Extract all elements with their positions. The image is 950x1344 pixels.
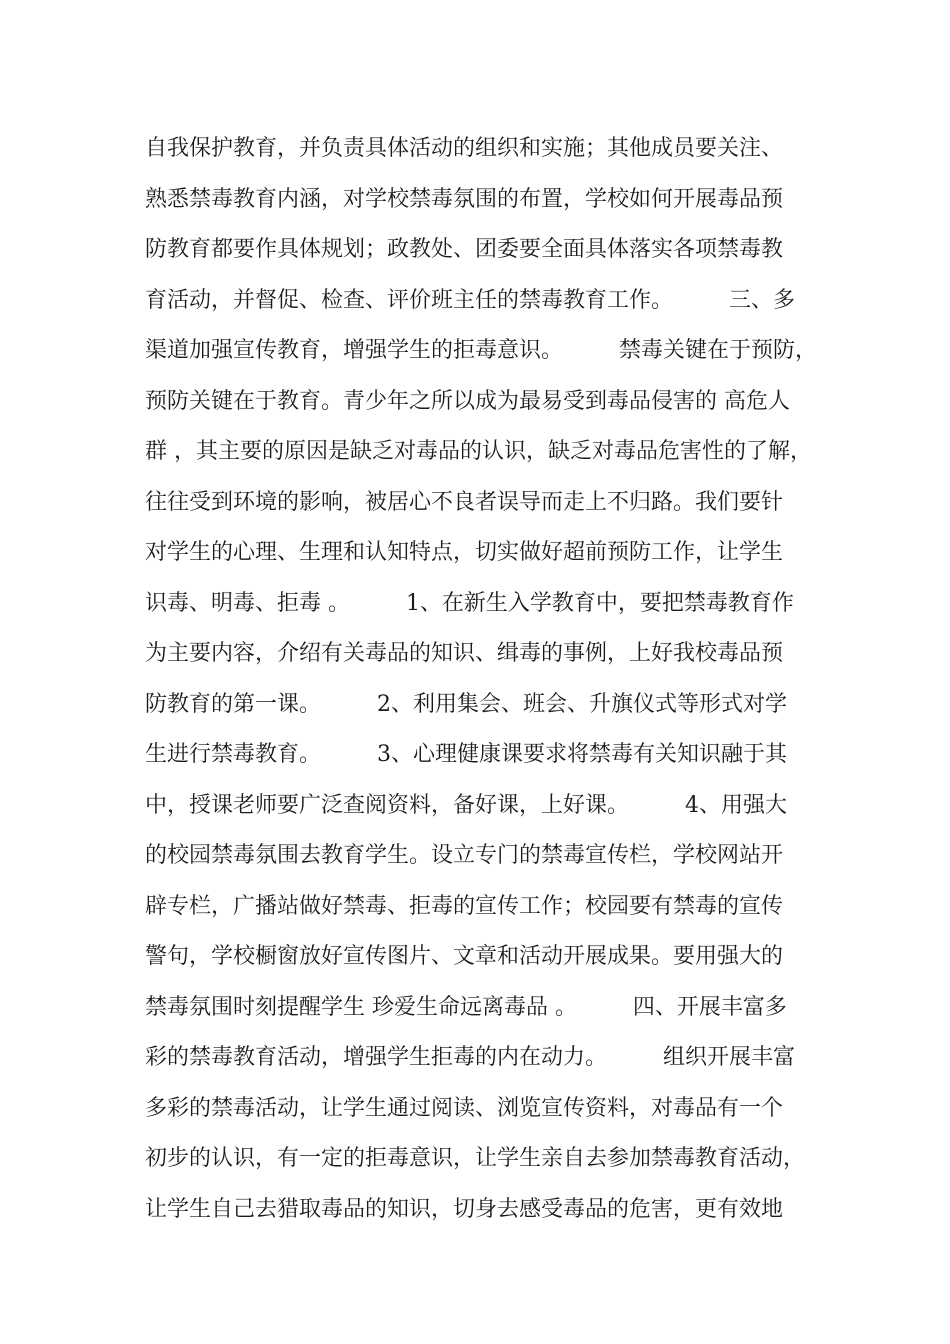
text-line-3: 防教育都要作具体规划；政教处、团委要全面具体落实各项禁毒教 [145, 237, 784, 262]
text-line-4: 育活动，并督促、检查、评价班主任的禁毒教育工作。 三、多 [145, 287, 795, 313]
text-line-6: 预防关键在于教育。青少年之所以成为最易受到毒品侵害的 高危人 [145, 388, 790, 414]
text-line-16: 辟专栏，广播站做好禁毒、拒毒的宣传工作；校园要有禁毒的宣传 [145, 893, 784, 919]
text-line-22: 让学生自己去猎取毒品的知识，切身去感受毒品的危害，更有效地 [145, 1196, 784, 1222]
body-text [145, 124, 835, 1235]
text-line-8: 往往受到环境的影响，被居心不良者误导而走上不归路。我们要针 [145, 489, 784, 515]
text-line-15: 的校园禁毒氛围去教育学生。设立专门的禁毒宣传栏，学校网站开 [145, 843, 784, 868]
text-line-14: 中，授课老师要广泛查阅资料，备好课，上好课。 4、用强大 [145, 792, 787, 818]
text-line-18: 禁毒氛围时刻提醒学生 珍爱生命远离毒品 。 四、开展丰富多 [145, 994, 787, 1020]
text-line-2: 熟悉禁毒教育内涵，对学校禁毒氛围的布置，学校如何开展毒品预 [145, 186, 784, 212]
text-line-11: 为主要内容，介绍有关毒品的知识、缉毒的事例，上好我校毒品预 [145, 641, 784, 666]
text-line-1: 自我保护教育，并负责具体活动的组织和实施；其他成员要关注、 [145, 136, 784, 161]
text-line-10: 识毒、明毒、拒毒 。 1、在新生入学教育中，要把禁毒教育作 [145, 590, 794, 616]
text-line-13: 生进行禁毒教育。 3、心理健康课要求将禁毒有关知识融于其 [145, 742, 787, 767]
text-line-9: 对学生的心理、生理和认知特点，切实做好超前预防工作，让学生 [145, 540, 784, 565]
text-line-7: 群 ，其主要的原因是缺乏对毒品的认识，缺乏对毒品危害性的了解， [145, 439, 812, 464]
text-line-5: 渠道加强宣传教育，增强学生的拒毒意识。 禁毒关键在于预防， [145, 338, 817, 363]
text-line-12: 防教育的第一课。 2、利用集会、班会、升旗仪式等形式对学 [145, 691, 787, 717]
text-line-19: 彩的禁毒教育活动，增强学生拒毒的内在动力。 组织开展丰富 [145, 1045, 795, 1070]
text-line-21: 初步的认识，有一定的拒毒意识，让学生亲自去参加禁毒教育活动， [145, 1146, 806, 1171]
text-line-17: 警句，学校橱窗放好宣传图片、文章和活动开展成果。要用强大的 [145, 944, 784, 969]
text-line-20: 多彩的禁毒活动，让学生通过阅读、浏览宣传资料，对毒品有一个 [145, 1095, 784, 1121]
